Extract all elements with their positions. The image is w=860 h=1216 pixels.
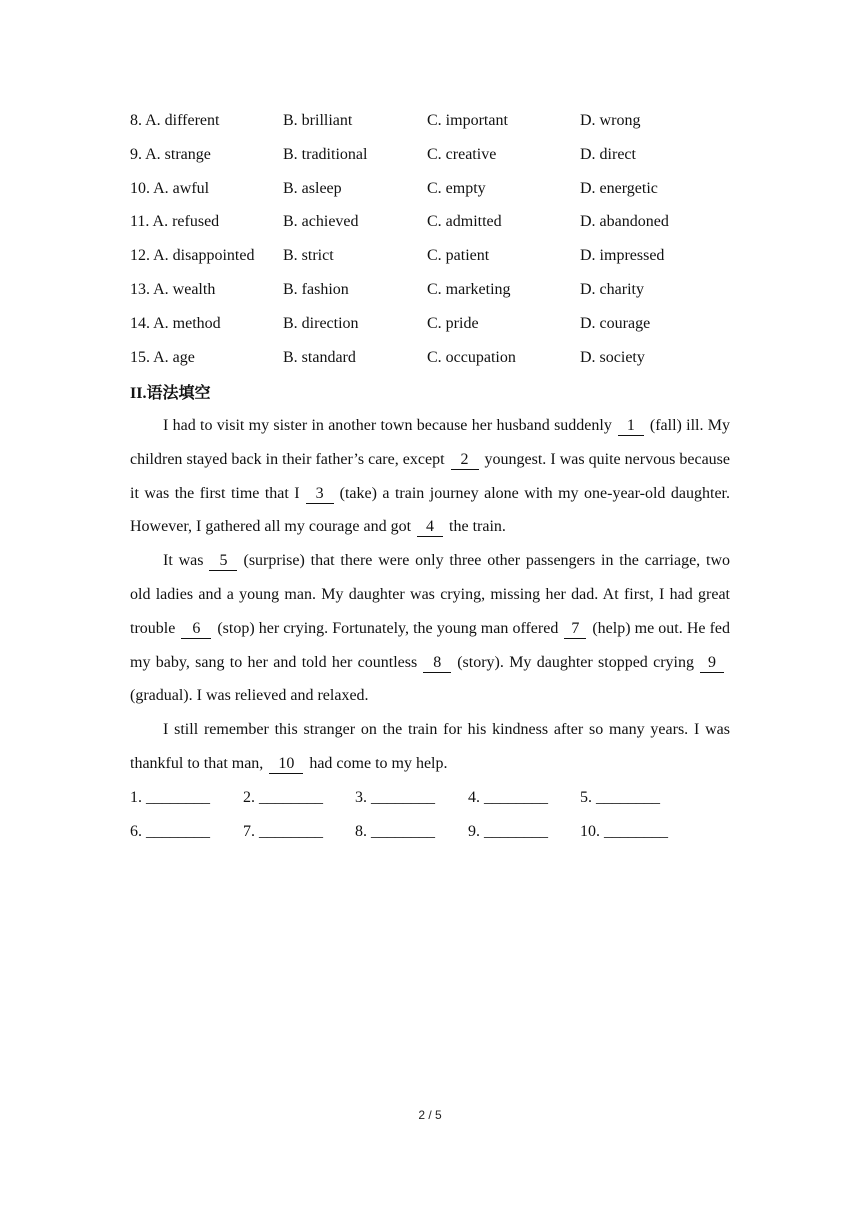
option-row-10 xyxy=(130,172,730,206)
passage-text: I still remember this stranger on the train for his kindness after so many years. I was thankful to that man, xyxy=(130,721,730,772)
passage-paragraph-2 xyxy=(130,544,730,713)
option-c: C. patient xyxy=(427,247,490,265)
answer-slot-5[interactable]: 5. ________ xyxy=(580,789,660,806)
option-row-9 xyxy=(130,138,730,172)
option-d: D. direct xyxy=(580,145,636,163)
answer-slot-8[interactable]: 8. ________ xyxy=(355,823,435,840)
passage-text: (story). My daughter stopped crying xyxy=(457,653,694,671)
passage-text: had come to my help. xyxy=(309,754,448,772)
option-b: B. brilliant xyxy=(283,112,353,129)
option-a: 9. A. strange xyxy=(130,145,211,163)
passage-text: It was xyxy=(163,552,204,570)
option-d: D. society xyxy=(580,348,645,366)
blank-6[interactable]: 6 xyxy=(181,620,211,639)
answer-slot-3[interactable]: 3. ________ xyxy=(355,789,435,806)
option-a: 8. A. different xyxy=(130,112,220,129)
option-row-8 xyxy=(130,104,730,138)
answer-row xyxy=(130,781,730,815)
blank-10[interactable]: 10 xyxy=(269,755,303,774)
answer-slot-1[interactable]: 1. ________ xyxy=(130,789,210,806)
option-row-13 xyxy=(130,273,730,307)
passage-paragraph-3 xyxy=(130,713,730,781)
answer-slot-9[interactable]: 9. ________ xyxy=(468,823,548,840)
grammar-passage xyxy=(130,409,730,781)
blank-4[interactable]: 4 xyxy=(417,518,443,537)
option-c: C. important xyxy=(427,112,508,129)
passage-text: (fall) ill. My children stayed back in their father’s care, except xyxy=(130,417,730,468)
blank-2[interactable]: 2 xyxy=(451,451,479,470)
blank-1[interactable]: 1 xyxy=(618,417,644,436)
option-d: D. wrong xyxy=(580,112,641,129)
passage-text: youngest. I was quite nervous because it was the first time that I xyxy=(130,450,731,502)
option-c: C. marketing xyxy=(427,280,511,298)
blank-5[interactable]: 5 xyxy=(209,552,237,571)
blank-8[interactable]: 8 xyxy=(423,654,451,673)
page-number: 2 / 5 xyxy=(418,1108,442,1122)
option-row-15 xyxy=(130,341,730,375)
answer-lines xyxy=(130,781,730,849)
answer-slot-10[interactable]: 10. ________ xyxy=(580,823,668,840)
option-b: B. direction xyxy=(283,314,359,332)
answer-slot-6[interactable]: 6. ________ xyxy=(130,823,210,840)
blank-3[interactable]: 3 xyxy=(306,485,334,504)
option-c: C. creative xyxy=(427,145,497,163)
option-a: 14. A. method xyxy=(130,314,221,332)
option-b: B. strict xyxy=(283,247,334,265)
answer-slot-2[interactable]: 2. ________ xyxy=(243,789,323,806)
option-b: B. traditional xyxy=(283,145,368,163)
option-a: 12. A. disappointed xyxy=(130,247,255,265)
options-table xyxy=(130,104,730,374)
option-c: C. occupation xyxy=(427,348,516,366)
option-d: D. energetic xyxy=(580,179,658,197)
option-b: B. fashion xyxy=(283,280,349,298)
answer-slot-4[interactable]: 4. ________ xyxy=(468,789,548,806)
blank-7[interactable]: 7 xyxy=(564,620,586,639)
option-a: 11. A. refused xyxy=(130,213,220,231)
passage-text: (help) me out. He fed my baby, sang to her and told her countless xyxy=(130,619,730,671)
answer-row xyxy=(130,815,730,849)
option-d: D. charity xyxy=(580,280,644,298)
passage-paragraph-1 xyxy=(130,409,730,544)
option-c: C. pride xyxy=(427,314,479,332)
option-d: D. abandoned xyxy=(580,213,669,231)
option-a: 13. A. wealth xyxy=(130,280,216,298)
option-b: B. asleep xyxy=(283,179,342,197)
answer-slot-7[interactable]: 7. ________ xyxy=(243,823,323,840)
passage-text: (stop) her crying. Fortunately, the young man offered xyxy=(217,619,559,637)
option-a: 15. A. age xyxy=(130,348,195,366)
passage-text: (surprise) that there were only three other passengers in the carriage, two old ladies and a young man. My daughter was crying, missing her dad. At first, I had great trouble xyxy=(130,552,730,637)
blank-9[interactable]: 9 xyxy=(700,654,724,673)
option-d: D. courage xyxy=(580,314,651,332)
option-row-11 xyxy=(130,205,730,239)
option-row-12 xyxy=(130,239,730,273)
option-b: B. achieved xyxy=(283,213,359,231)
passage-text: (take) a train journey alone with my one-year-old daughter. However, I gathered all my courage and got xyxy=(130,484,730,536)
passage-text: I had to visit my sister in another town because her husband suddenly xyxy=(163,417,612,434)
option-b: B. standard xyxy=(283,348,356,366)
option-c: C. empty xyxy=(427,179,486,197)
option-row-14 xyxy=(130,307,730,341)
passage-text: the train. xyxy=(449,518,506,536)
section-title: II.语法填空 xyxy=(130,385,211,402)
option-d: D. impressed xyxy=(580,247,665,265)
option-a: 10. A. awful xyxy=(130,179,210,197)
option-c: C. admitted xyxy=(427,213,502,231)
passage-text: (gradual). I was relieved and relaxed. xyxy=(130,687,369,705)
